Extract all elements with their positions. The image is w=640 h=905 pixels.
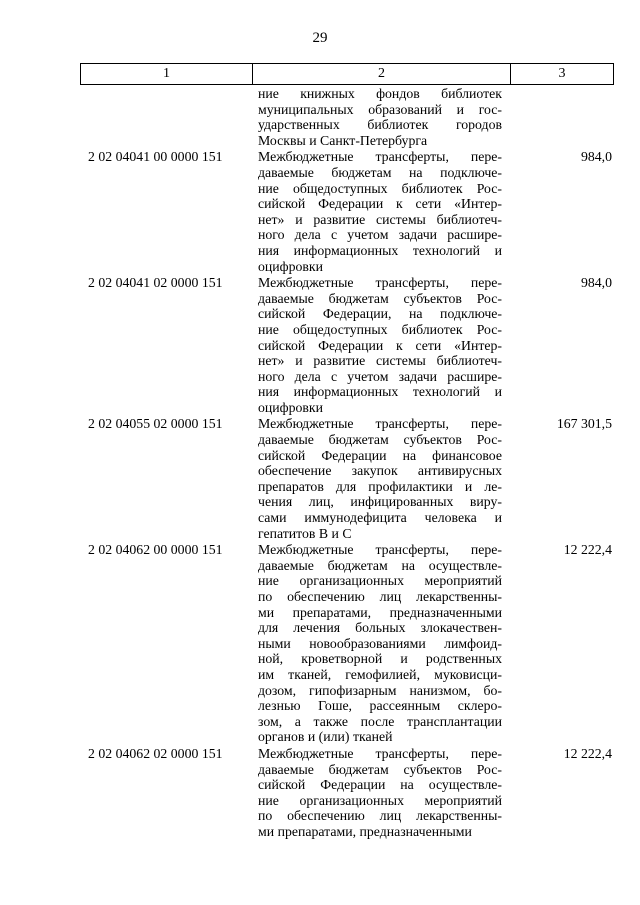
description-line: дозом, гипофизарным нанизмом, бо- (258, 682, 502, 698)
description-line: ние книжных фондов библиотек (258, 86, 502, 101)
description-line: даваемые бюджетам субъектов Рос- (258, 761, 502, 777)
row-description (252, 275, 510, 415)
row-amount: 167 301,5 (556, 416, 612, 432)
description-line: сийской Федерации на осуществле- (258, 777, 502, 793)
table-row (80, 416, 614, 541)
row-code: 2 02 04062 00 0000 151 (88, 542, 223, 558)
description-line: по обеспечению лиц лекарственны- (258, 589, 502, 604)
description-line: сийской Федерации к сети «Интер- (258, 337, 502, 353)
description-line: ной, кроветворной и родственных (258, 651, 502, 667)
row-description (252, 542, 510, 745)
description-line: даваемые бюджетам на осуществле- (258, 557, 502, 573)
description-line: сийской Федерации к сети «Интер- (258, 196, 502, 212)
description-line: органов и (или) тканей (258, 729, 393, 745)
table-body (80, 86, 614, 841)
description-line: препаратов для профилактики и ле- (258, 478, 502, 494)
description-line: Межбюджетные трансферты, пере- (258, 275, 502, 291)
description-line: даваемые бюджетам субъектов Рос- (258, 432, 502, 448)
description-line: даваемые бюджетам субъектов Рос- (258, 290, 502, 306)
description-line: ние общедоступных библиотек Рос- (258, 321, 502, 337)
description-line: лезнью Гоше, рассеянным склеро- (258, 698, 502, 714)
description-line: Межбюджетные трансферты, пере- (258, 149, 502, 165)
description-line: сами иммунодефицита человека и (258, 510, 502, 526)
description-line: сийской Федерации на финансовое (258, 447, 502, 463)
description-line: гепатитов В и С (258, 525, 352, 541)
description-line: сийской Федерации, на подключе- (258, 306, 502, 322)
description-line: для лечения больных злокачествен- (258, 620, 502, 636)
description-line: им тканей, гемофилией, муковисци- (258, 666, 502, 682)
description-line: ми препаратами, предназначенными (258, 604, 502, 620)
row-amount (510, 86, 614, 148)
table-row (80, 275, 614, 415)
table-row (80, 149, 614, 274)
table-row (80, 746, 614, 840)
description-line: ударственных библиотек городов (258, 117, 502, 133)
description-line: ными новообразованиями лимфоид- (258, 635, 502, 651)
table-row (80, 86, 614, 148)
description-line: муниципальных образований и гос- (258, 101, 502, 117)
description-line: Межбюджетные трансферты, пере- (258, 745, 502, 761)
description-line: ного дела с учетом задачи расшире- (258, 227, 502, 243)
row-description (252, 149, 510, 274)
row-amount: 12 222,4 (563, 542, 612, 558)
description-line: ния информационных технологий и (258, 384, 502, 400)
description-line: оцифровки (258, 258, 324, 274)
row-code: 2 02 04055 02 0000 151 (88, 416, 223, 432)
row-amount: 984,0 (580, 275, 612, 291)
description-line: нет» и развитие системы библиотеч- (258, 353, 502, 369)
row-code: 2 02 04041 00 0000 151 (88, 149, 223, 165)
description-line: ние организационных мероприятий (258, 792, 502, 808)
description-line: обеспечение закупок антивирусных (258, 463, 502, 479)
page-number: 29 (312, 30, 328, 46)
row-description (252, 86, 510, 148)
description-line: ного дела с учетом задачи расшире- (258, 368, 502, 384)
row-code: 2 02 04041 02 0000 151 (88, 275, 223, 291)
table-row (80, 542, 614, 745)
description-line: по обеспечению лиц лекарственны- (258, 808, 502, 824)
header-col-3: 3 (558, 66, 566, 81)
description-line: даваемые бюджетам на подключе- (258, 164, 502, 180)
row-description (252, 416, 510, 541)
description-line: Москвы и Санкт-Петербурга (258, 132, 428, 148)
row-code: 2 02 04062 02 0000 151 (88, 745, 223, 761)
description-line: чения лиц, инфицированных виру- (258, 494, 502, 510)
description-line: ния информационных технологий и (258, 242, 502, 258)
description-line: оцифровки (258, 399, 324, 415)
description-line: Межбюджетные трансферты, пере- (258, 416, 502, 432)
description-line: нет» и развитие системы библиотеч- (258, 211, 502, 227)
description-line: ние общедоступных библиотек Рос- (258, 180, 502, 196)
header-col-1: 1 (81, 64, 253, 84)
description-line: ние организационных мероприятий (258, 573, 502, 589)
header-col-2: 2 (253, 64, 511, 84)
description-line: зом, а также после трансплантации (258, 713, 502, 729)
row-amount: 984,0 (580, 149, 612, 165)
table-header (80, 63, 614, 85)
description-line: ми препаратами, предназначенными (258, 823, 472, 839)
row-code (80, 86, 252, 148)
row-description (252, 746, 510, 840)
row-amount: 12 222,4 (563, 745, 612, 761)
description-line: Межбюджетные трансферты, пере- (258, 542, 502, 558)
